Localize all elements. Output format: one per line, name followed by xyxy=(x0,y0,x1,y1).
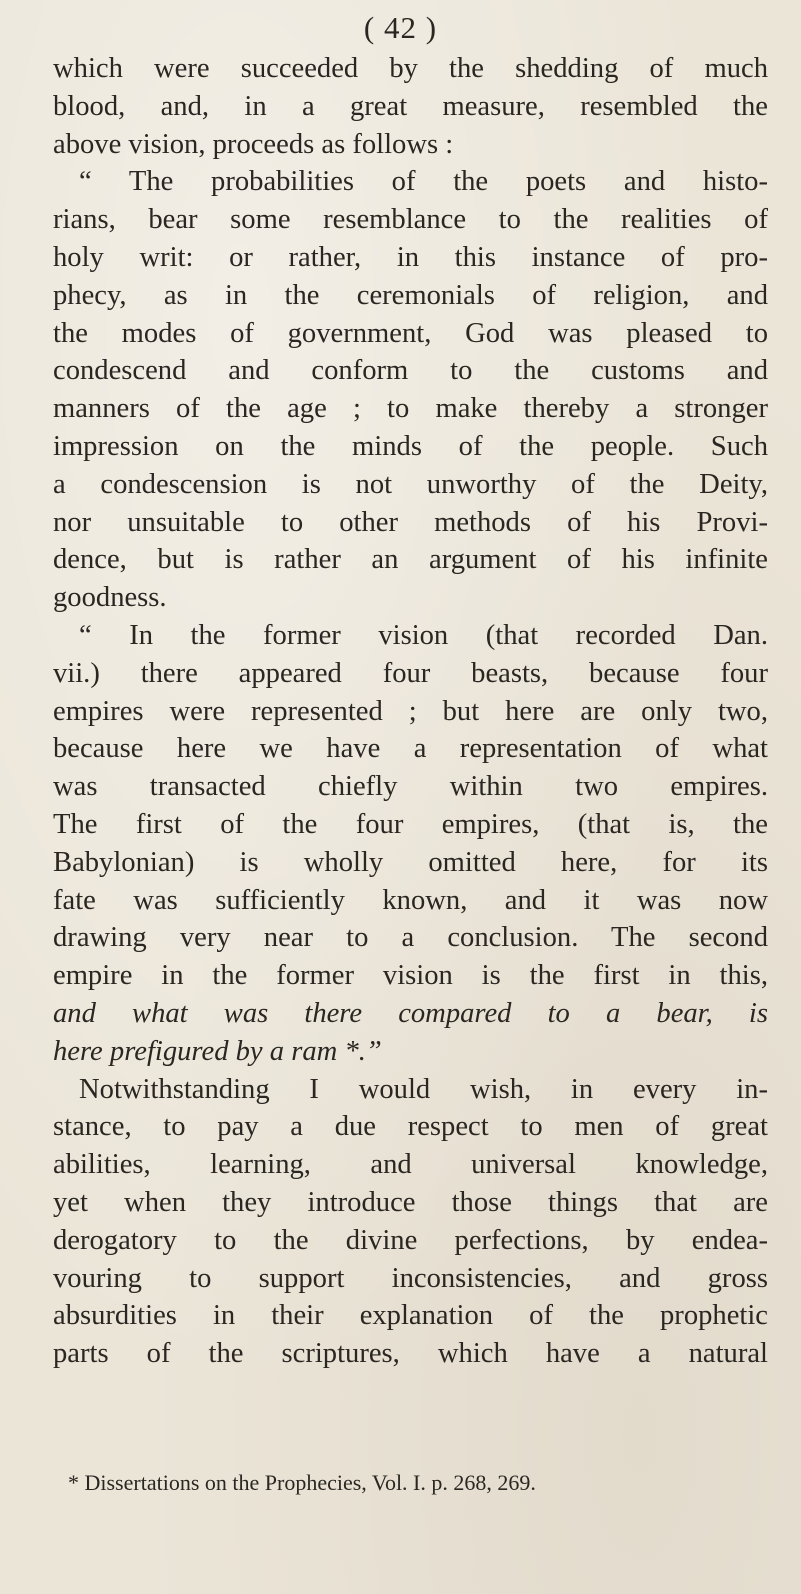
text-line: vii.) there appeared four beasts, because four xyxy=(53,657,768,689)
text-line: The first of the four empires, (that is, the xyxy=(53,808,768,840)
text-line: derogatory to the divine perfections, by endea- xyxy=(53,1224,768,1256)
text-line: yet when they introduce those things that are xyxy=(53,1186,768,1218)
text-line: was transacted chiefly within two empires. xyxy=(53,771,768,803)
footnote: * Dissertations on the Prophecies, Vol. I. p. 268, 269. xyxy=(68,1470,536,1495)
text-line: empire in the former vision is the first in this, xyxy=(53,960,768,992)
text-line: “ In the former vision (that recorded Dan. xyxy=(79,619,768,651)
text-line: empires were represented ; but here are only two, xyxy=(53,695,768,727)
text-line: and what was there compared to a bear, is xyxy=(53,997,768,1029)
text-line: here prefigured by a ram *.” xyxy=(53,1035,382,1067)
text-line: Notwithstanding I would wish, in every in- xyxy=(79,1073,768,1105)
text-line: goodness. xyxy=(53,582,167,614)
text-line: manners of the age ; to make thereby a stronger xyxy=(53,393,768,425)
text-line: blood, and, in a great measure, resembled the xyxy=(53,90,768,122)
text-line: rians, bear some resemblance to the realities of xyxy=(53,204,768,236)
body-text xyxy=(53,50,768,1373)
text-line: which were succeeded by the shedding of much xyxy=(53,53,768,84)
text-line: fate was sufficiently known, and it was now xyxy=(53,884,768,916)
text-line: holy writ: or rather, in this instance of pro- xyxy=(53,241,768,273)
text-line: vouring to support inconsistencies, and gross xyxy=(53,1262,768,1294)
text-line: abilities, learning, and universal knowledge, xyxy=(53,1149,768,1181)
text-line: absurdities in their explanation of the prophetic xyxy=(53,1300,768,1332)
text-line: stance, to pay a due respect to men of great xyxy=(53,1111,768,1143)
text-line: drawing very near to a conclusion. The second xyxy=(53,922,768,954)
text-line: above vision, proceeds as follows : xyxy=(53,128,454,160)
text-line: impression on the minds of the people. Such xyxy=(53,430,768,462)
text-line: a condescension is not unworthy of the Deity, xyxy=(53,468,768,500)
text-line: Babylonian) is wholly omitted here, for its xyxy=(53,846,768,878)
text-line: because here we have a representation of what xyxy=(53,733,768,765)
text-line: condescend and conform to the customs and xyxy=(53,355,768,387)
text-line: phecy, as in the ceremonials of religion, and xyxy=(53,279,768,311)
text-line: dence, but is rather an argument of his infinite xyxy=(53,544,768,576)
text-line: parts of the scriptures, which have a natural xyxy=(53,1338,768,1370)
text-line: “ The probabilities of the poets and histo- xyxy=(79,166,768,198)
text-line: the modes of government, God was pleased to xyxy=(53,317,768,349)
page-number: ( 42 ) xyxy=(363,10,438,45)
text-line: nor unsuitable to other methods of his Provi- xyxy=(53,506,768,538)
